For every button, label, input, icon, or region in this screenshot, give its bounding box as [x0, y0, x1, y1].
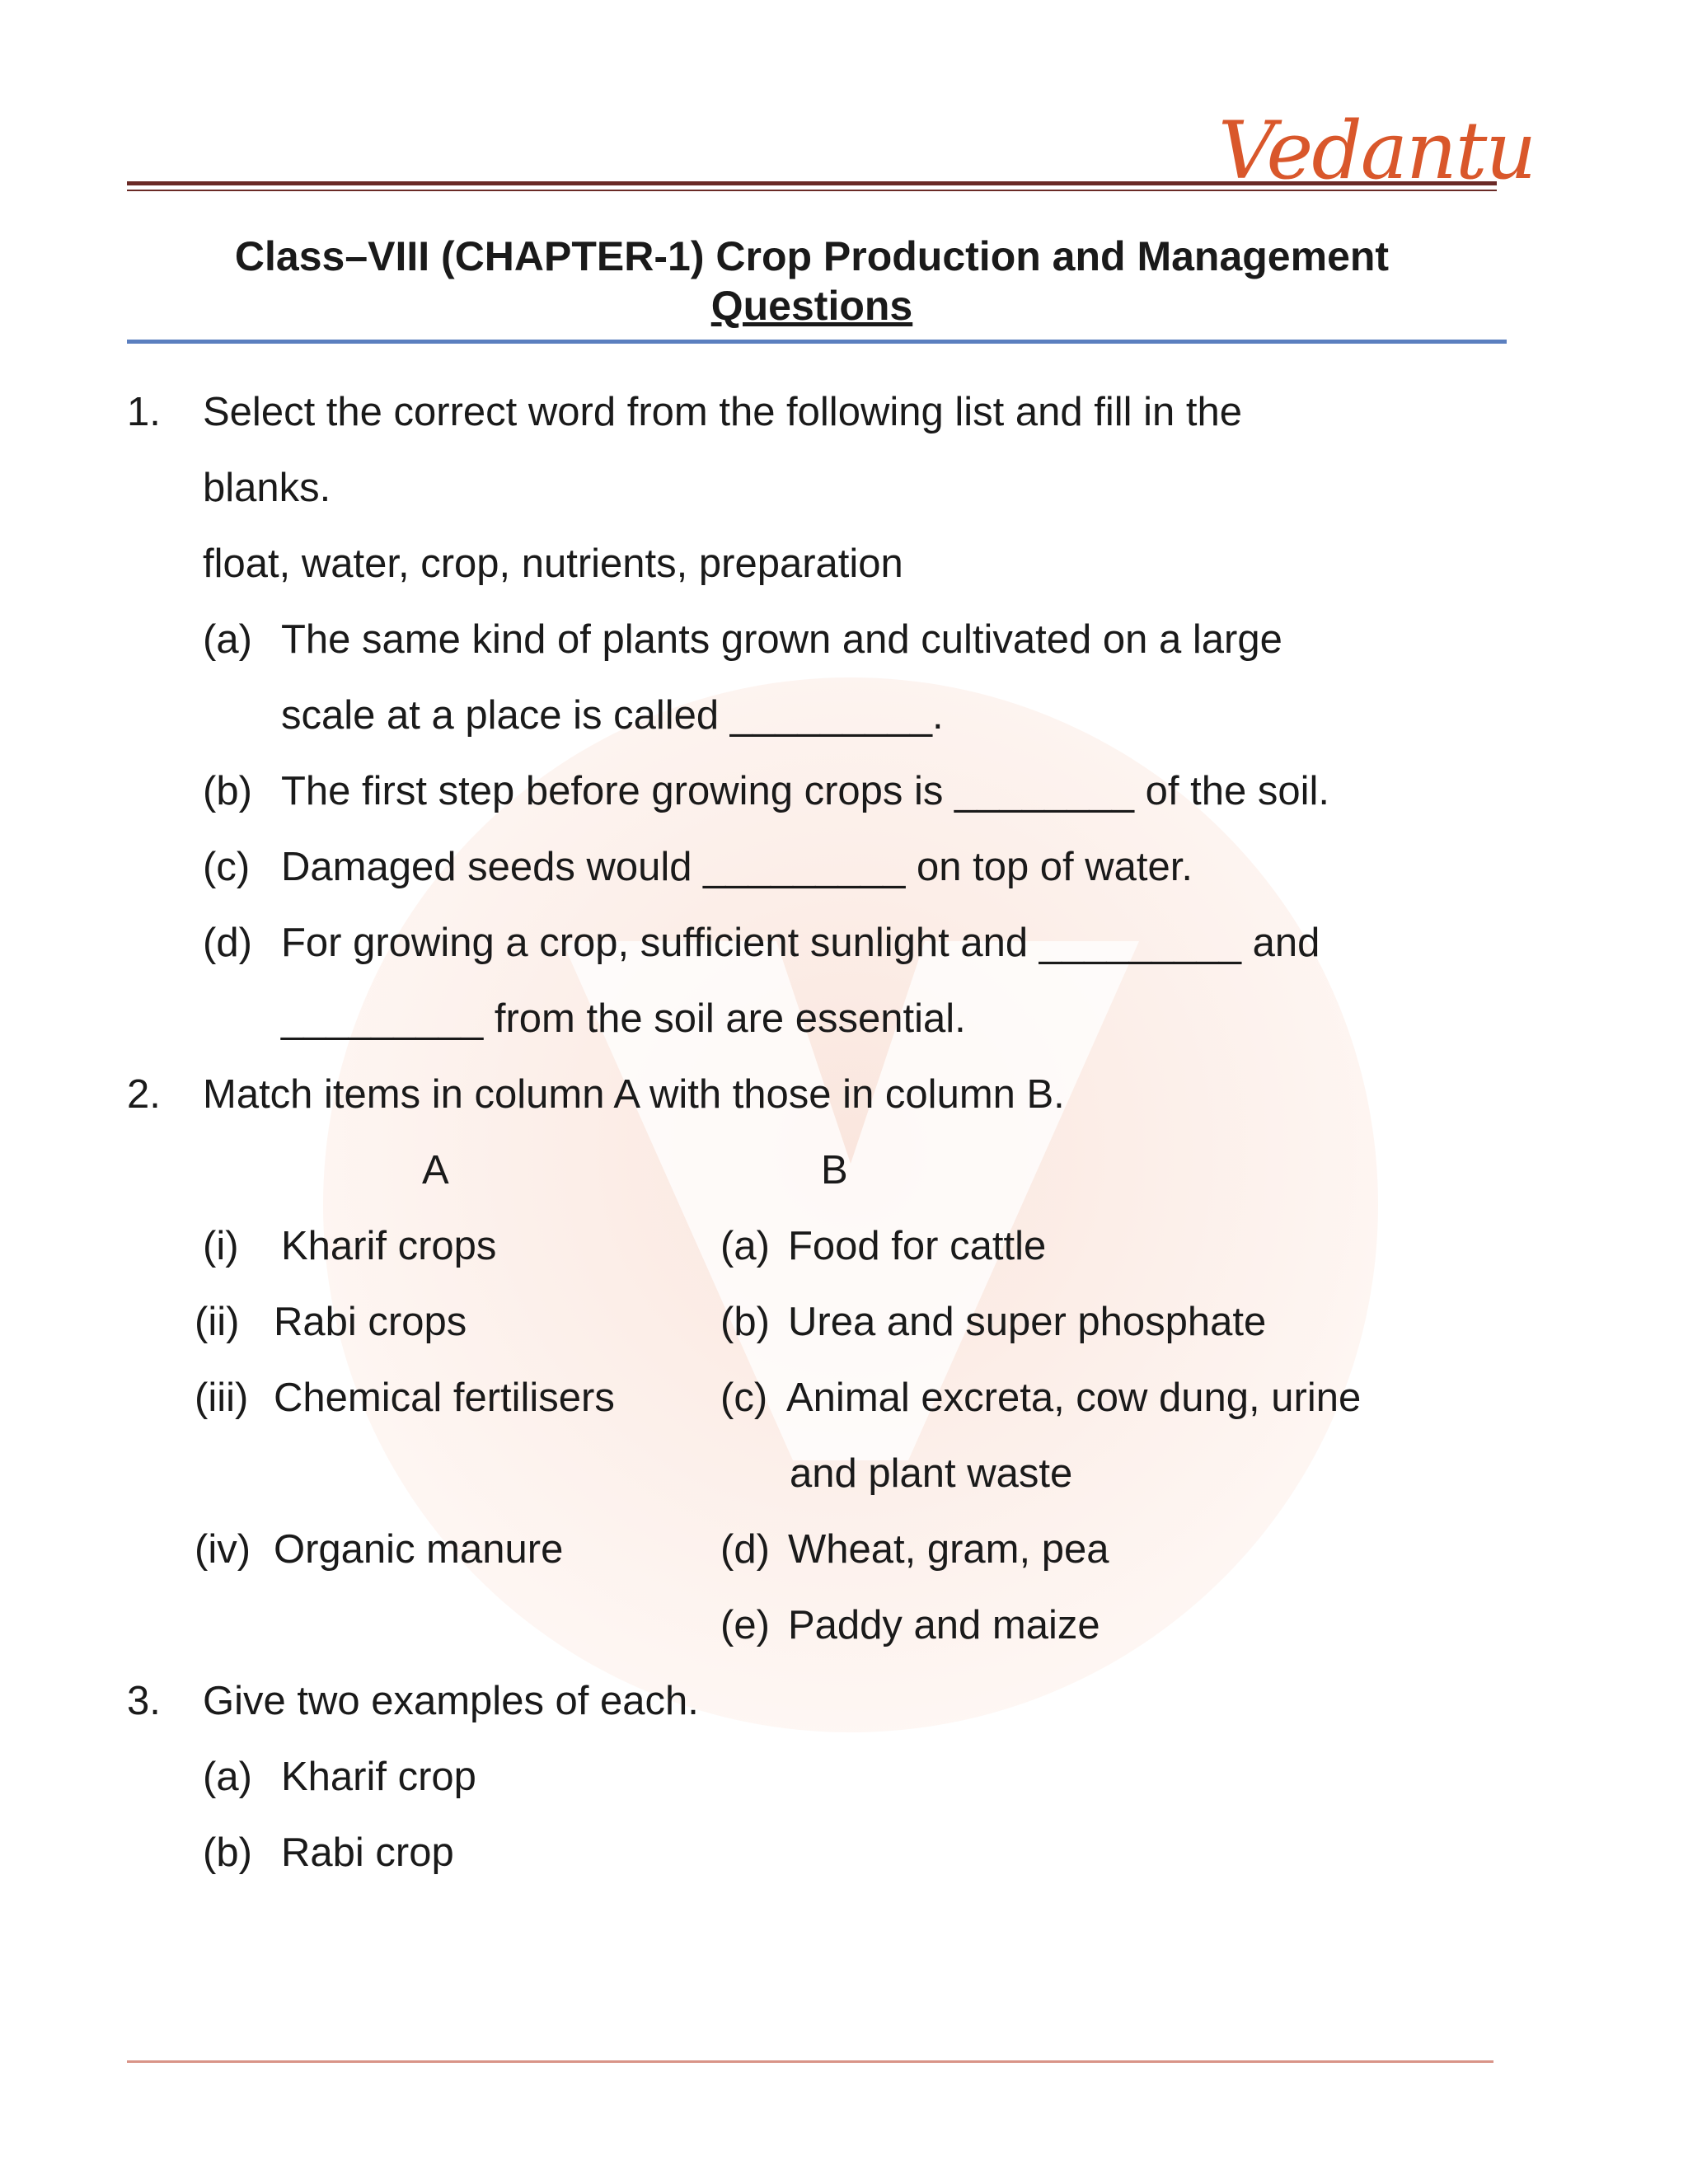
q3b-label: (b) [203, 1830, 252, 1875]
q2-a3-label: (iii) [195, 1376, 249, 1420]
q1c-line1: Damaged seeds would _________ on top of water. [281, 845, 1193, 889]
page-subtitle: Questions [710, 283, 913, 329]
q2-b4-text: Wheat, gram, pea [788, 1527, 1109, 1572]
q3b-text: Rabi crop [281, 1830, 454, 1875]
q2-b1-text: Food for cattle [788, 1224, 1047, 1268]
q1d-label: (d) [203, 921, 252, 965]
q2-a3-text: Chemical fertilisers [274, 1376, 615, 1420]
q3-text: Give two examples of each. [203, 1679, 699, 1723]
q3a-text: Kharif crop [281, 1755, 476, 1799]
q1c-label: (c) [203, 845, 251, 889]
q2-b5-label: (e) [720, 1603, 770, 1647]
q1b-label: (b) [203, 769, 252, 813]
q1d-line2: _________ from the soil are essential. [281, 996, 966, 1041]
q2-a1-text: Kharif crops [281, 1224, 497, 1268]
q2-a2-label: (ii) [195, 1300, 240, 1344]
q2-b4-label: (d) [720, 1527, 770, 1572]
q1d-line1: For growing a crop, sufficient sunlight and _________ and [281, 921, 1320, 965]
q1b-line1: The first step before growing crops is ________ of the soil. [281, 769, 1329, 813]
q2-a1-label: (i) [203, 1224, 239, 1268]
q2-b3-label: (c) [720, 1376, 768, 1420]
q1-text-line2: blanks. [203, 466, 331, 510]
q1a-line1: The same kind of plants grown and cultivated on a large [281, 617, 1282, 662]
q2-a4-label: (iv) [195, 1527, 251, 1572]
q3-number: 3. [127, 1679, 161, 1723]
q2-b2-label: (b) [720, 1300, 770, 1344]
q1a-label: (a) [203, 617, 252, 662]
q2-b3-text-cont: and plant waste [790, 1451, 1073, 1496]
q2-column-b-header: B [821, 1148, 848, 1193]
q1-word-list: float, water, crop, nutrients, preparation [203, 541, 903, 586]
q3a-label: (a) [203, 1755, 252, 1799]
q1a-line2: scale at a place is called _________. [281, 693, 944, 738]
q2-b5-text: Paddy and maize [788, 1603, 1100, 1647]
q2-column-a-header: A [422, 1148, 449, 1193]
q2-number: 2. [127, 1072, 161, 1117]
vedantu-logo: Vedantu [1218, 105, 1536, 197]
q1-text-line1: Select the correct word from the following list and fill in the [203, 390, 1242, 434]
q2-b1-label: (a) [720, 1224, 770, 1268]
q2-a2-text: Rabi crops [274, 1300, 467, 1344]
q1-number: 1. [127, 390, 161, 434]
q2-a4-text: Organic manure [274, 1527, 564, 1572]
q2-b2-text: Urea and super phosphate [788, 1300, 1267, 1344]
page-title: Class–VIII (CHAPTER-1) Crop Production and Management [234, 233, 1390, 279]
q2-text: Match items in column A with those in column B. [203, 1072, 1065, 1117]
q2-b3-text: Animal excreta, cow dung, urine [786, 1376, 1362, 1420]
